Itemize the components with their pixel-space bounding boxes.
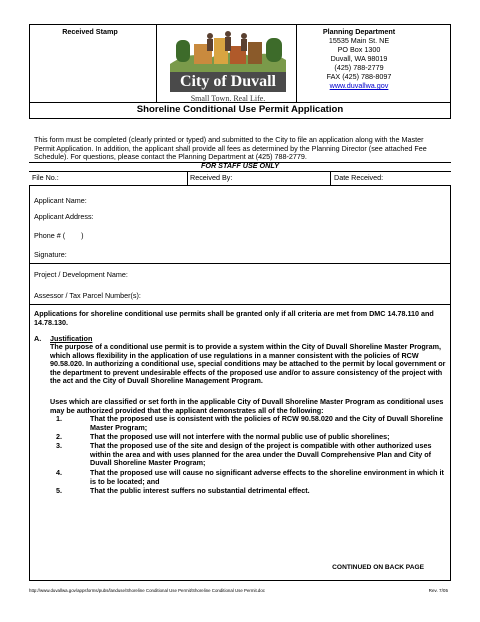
- address-line: (425) 788-2779: [334, 63, 384, 72]
- section-title: Justification: [50, 334, 93, 343]
- logo-tagline: Small Town. Real Life.: [190, 94, 266, 103]
- address-line: Duvall, WA 98019: [330, 54, 388, 63]
- city-logo: [170, 30, 286, 108]
- date-received-label: Date Received:: [334, 173, 384, 182]
- list-item: That the proposed use will not interfere with the normal public use of public shorelines;: [90, 432, 390, 441]
- list-item: That the public interest suffers no substantial detrimental effect.: [90, 486, 310, 495]
- list-item: That the proposed use is consistent with the policies of RCW 90.58.020 and the City of Duvall Shoreline Master Program;: [90, 414, 444, 432]
- signature-label: Signature:: [34, 250, 67, 259]
- list-item-number: 5.: [56, 486, 62, 495]
- continued-note: CONTINUED ON BACK PAGE: [332, 564, 424, 571]
- list-item: That the proposed use will cause no significant adverse effects to the shoreline environment in which it is to be located; and: [90, 468, 444, 486]
- list-item: That the proposed use of the site and design of the project is compatible with other authorized uses within the area and with uses planned for the area under the Duvall Comprehensive Plan and City of Duvall Shoreline Master Program;: [90, 441, 432, 468]
- justification-paragraph: The purpose of a conditional use permit is to provide a system within the City of Duvall Shoreline Master Program, which allows flexibility in the application of use regulations in a manner consistent with the policies of RCW 90.58.020. In authorizing a conditional use, special conditions may be attached to the permit by local government or the department to prevent undesirable effects of the proposed use and/or to assure consistency of the project with the act and the City of Duvall Shoreline Management Program.: [50, 342, 446, 386]
- conditions-paragraph: Uses which are classified or set forth in the applicable City of Duvall Shoreline Master Program as conditional uses may be authorized provided that the applicant demonstrates all of the following:: [50, 397, 444, 415]
- document-path: http://www.duvallwa.gov/appsforms/pubs/landuse/Shoreline Conditional Use Permit/Shoreline Conditional Use Permit.doc: [29, 588, 265, 593]
- parcel-number-label: Assessor / Tax Parcel Number(s):: [34, 291, 141, 300]
- address-line: 15535 Main St. NE: [328, 36, 390, 45]
- form-title: Shoreline Conditional Use Permit Application: [136, 104, 344, 115]
- received-by-label: Received By:: [190, 173, 233, 182]
- department-name: Planning Department: [322, 27, 396, 36]
- section-letter: A.: [34, 334, 42, 343]
- phone-label: Phone # ( ): [34, 231, 84, 240]
- logo-wordmark: City of Duvall: [170, 72, 286, 92]
- list-item-number: 2.: [56, 432, 62, 441]
- address-line: FAX (425) 788-8097: [326, 72, 392, 81]
- list-item-number: 3.: [56, 441, 62, 450]
- file-no-label: File No.:: [32, 173, 59, 182]
- received-stamp-label: Received Stamp: [62, 27, 118, 36]
- website-link[interactable]: www.duvallwa.gov: [329, 81, 389, 90]
- project-name-label: Project / Development Name:: [34, 270, 128, 279]
- address-line: PO Box 1300: [337, 45, 381, 54]
- criteria-lead: Applications for shoreline conditional use permits shall be granted only if all criteria are met from DMC 14.78.110 and 14.78.130.: [34, 309, 434, 327]
- list-item-number: 1.: [56, 414, 62, 423]
- website-link-row: [294, 82, 424, 91]
- revision-label: Rev. 7/05: [428, 588, 448, 593]
- applicant-address-label: Applicant Address:: [34, 212, 94, 221]
- applicant-name-label: Applicant Name:: [34, 196, 87, 205]
- staff-use-header: FOR STAFF USE ONLY: [201, 161, 279, 170]
- city-logo-art: [170, 30, 286, 72]
- intro-paragraph: This form must be completed (clearly printed or typed) and submitted to the City to file an application along with the Master Permit Application. In addition, the applicant shall provide all fees as determined by the Planning Director (see attached Fee Schedule). For questions, please contact the Planning Department at (425) 788-2779.: [34, 135, 427, 162]
- list-item-number: 4.: [56, 468, 62, 477]
